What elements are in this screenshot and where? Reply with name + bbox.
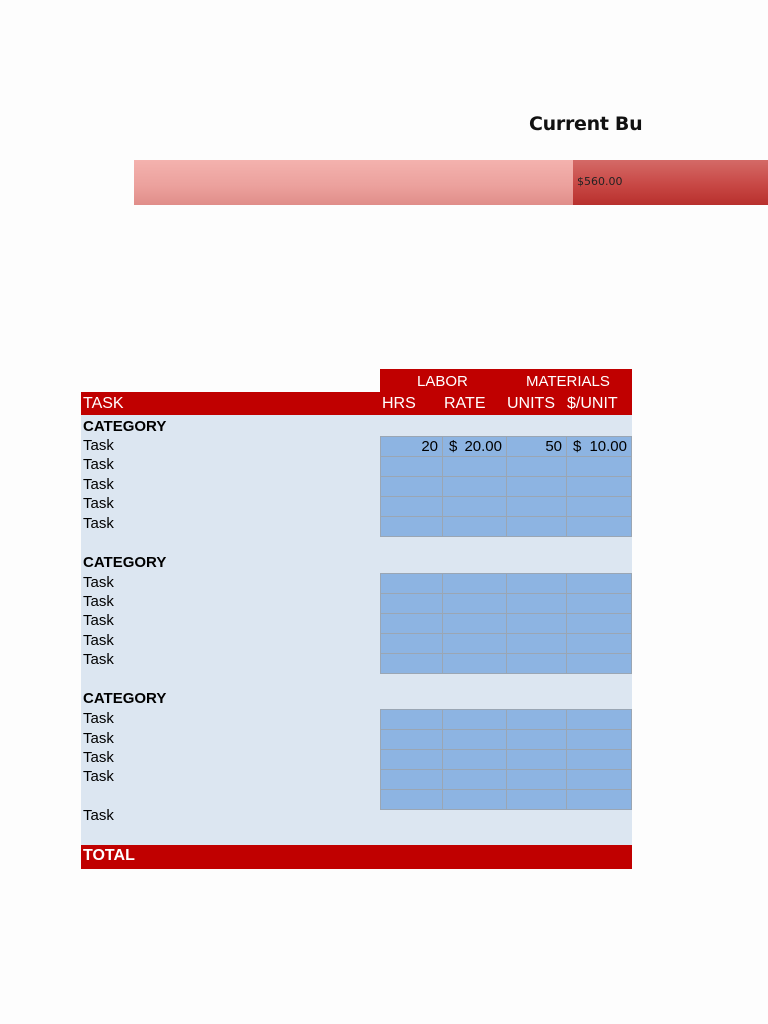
rate-cell[interactable] (442, 654, 506, 673)
per-unit-cell[interactable] (566, 790, 632, 809)
header-per-unit: $/UNIT (567, 395, 618, 412)
units-cell[interactable] (506, 594, 566, 613)
total-band (81, 845, 632, 869)
currency-symbol: $ (573, 438, 582, 455)
rate-cell[interactable] (442, 710, 506, 729)
units-cell[interactable] (506, 730, 566, 749)
task-label: Task (83, 495, 114, 512)
table-row (380, 730, 632, 750)
hrs-cell[interactable] (380, 634, 442, 653)
header-materials: MATERIALS (526, 373, 610, 390)
budget-value: $560.00 (577, 175, 623, 188)
rate-cell[interactable] (442, 770, 506, 789)
table-row (380, 437, 632, 457)
category-label: CATEGORY (83, 554, 167, 571)
task-label: Task (83, 612, 114, 629)
category-label: CATEGORY (83, 418, 167, 435)
per-unit-cell[interactable] (566, 730, 632, 749)
rate-cell[interactable] (442, 730, 506, 749)
rate-cell[interactable] (442, 750, 506, 769)
per-unit-cell[interactable] (566, 750, 632, 769)
rate-cell[interactable] (442, 457, 506, 476)
table-row (380, 497, 632, 517)
task-label: Task (83, 749, 114, 766)
budget-bar-spent (573, 160, 768, 205)
units-cell[interactable] (506, 457, 566, 476)
rate-cell[interactable] (442, 477, 506, 496)
table-row (380, 770, 632, 790)
units-cell[interactable] (506, 477, 566, 496)
units-cell[interactable] (506, 574, 566, 593)
page-title: Current Bu (529, 113, 643, 135)
task-label: Task (83, 476, 114, 493)
per-unit-cell[interactable] (566, 634, 632, 653)
task-label: Task (83, 437, 114, 454)
per-unit-cell[interactable] (566, 654, 632, 673)
rate-cell[interactable] (442, 594, 506, 613)
task-label: Task (83, 456, 114, 473)
hrs-cell[interactable] (380, 517, 442, 536)
task-label: Task (83, 768, 114, 785)
header-labor: LABOR (417, 373, 468, 390)
table-row (380, 654, 632, 674)
header-rate: RATE (444, 395, 486, 412)
units-cell[interactable] (506, 634, 566, 653)
per-unit-cell[interactable] (566, 710, 632, 729)
table-row (380, 710, 632, 730)
hrs-cell[interactable] (380, 457, 442, 476)
per-unit-cell[interactable] (566, 517, 632, 536)
units-cell[interactable] (506, 654, 566, 673)
table-row (380, 517, 632, 537)
rate-cell[interactable] (442, 497, 506, 516)
hrs-cell[interactable] (380, 750, 442, 769)
input-grid-category-3 (380, 709, 632, 810)
input-grid-category-2 (380, 573, 632, 674)
hrs-cell[interactable] (380, 594, 442, 613)
rate-cell[interactable] (442, 437, 506, 456)
units-cell[interactable]: 50 (506, 437, 566, 456)
hrs-cell[interactable] (380, 614, 442, 633)
total-label: TOTAL (83, 847, 135, 864)
per-unit-cell[interactable] (566, 437, 632, 456)
units-cell[interactable] (506, 770, 566, 789)
table-row (380, 457, 632, 477)
task-label: Task (83, 593, 114, 610)
hrs-cell[interactable] (380, 730, 442, 749)
units-cell[interactable] (506, 750, 566, 769)
hrs-cell[interactable] (380, 654, 442, 673)
table-row (380, 634, 632, 654)
input-grid-category-1 (380, 436, 632, 537)
header-task: TASK (83, 395, 124, 412)
budget-bar-remaining (134, 160, 573, 205)
rate-cell[interactable] (442, 574, 506, 593)
per-unit-cell[interactable] (566, 477, 632, 496)
task-label: Task (83, 515, 114, 532)
header-units: UNITS (507, 395, 555, 412)
units-cell[interactable] (506, 710, 566, 729)
task-label: Task (83, 730, 114, 747)
task-label: Task (83, 710, 114, 727)
units-cell[interactable] (506, 614, 566, 633)
hrs-cell[interactable] (380, 770, 442, 789)
per-unit-cell[interactable] (566, 614, 632, 633)
hrs-cell[interactable] (380, 710, 442, 729)
table-row (380, 790, 632, 810)
category-label: CATEGORY (83, 690, 167, 707)
per-unit-cell[interactable] (566, 497, 632, 516)
per-unit-value: 10.00 (589, 438, 627, 455)
per-unit-cell[interactable] (566, 594, 632, 613)
hrs-cell[interactable] (380, 497, 442, 516)
units-cell[interactable] (506, 497, 566, 516)
table-row (380, 574, 632, 594)
table-row (380, 750, 632, 770)
task-label: Task (83, 807, 114, 824)
units-cell[interactable] (506, 790, 566, 809)
hrs-cell[interactable] (380, 790, 442, 809)
task-label: Task (83, 574, 114, 591)
rate-cell[interactable] (442, 634, 506, 653)
currency-symbol: $ (449, 438, 458, 455)
table-row (380, 594, 632, 614)
rate-cell[interactable] (442, 614, 506, 633)
rate-cell[interactable] (442, 517, 506, 536)
units-cell[interactable] (506, 517, 566, 536)
per-unit-cell[interactable] (566, 770, 632, 789)
header-hrs: HRS (382, 395, 416, 412)
per-unit-cell[interactable] (566, 457, 632, 476)
table-row (380, 614, 632, 634)
table-row (380, 477, 632, 497)
hrs-cell[interactable] (380, 574, 442, 593)
task-label: Task (83, 651, 114, 668)
rate-value: 20.00 (464, 438, 502, 455)
per-unit-cell[interactable] (566, 574, 632, 593)
hrs-cell[interactable] (380, 477, 442, 496)
rate-cell[interactable] (442, 790, 506, 809)
hrs-cell[interactable]: 20 (380, 437, 442, 456)
task-label: Task (83, 632, 114, 649)
